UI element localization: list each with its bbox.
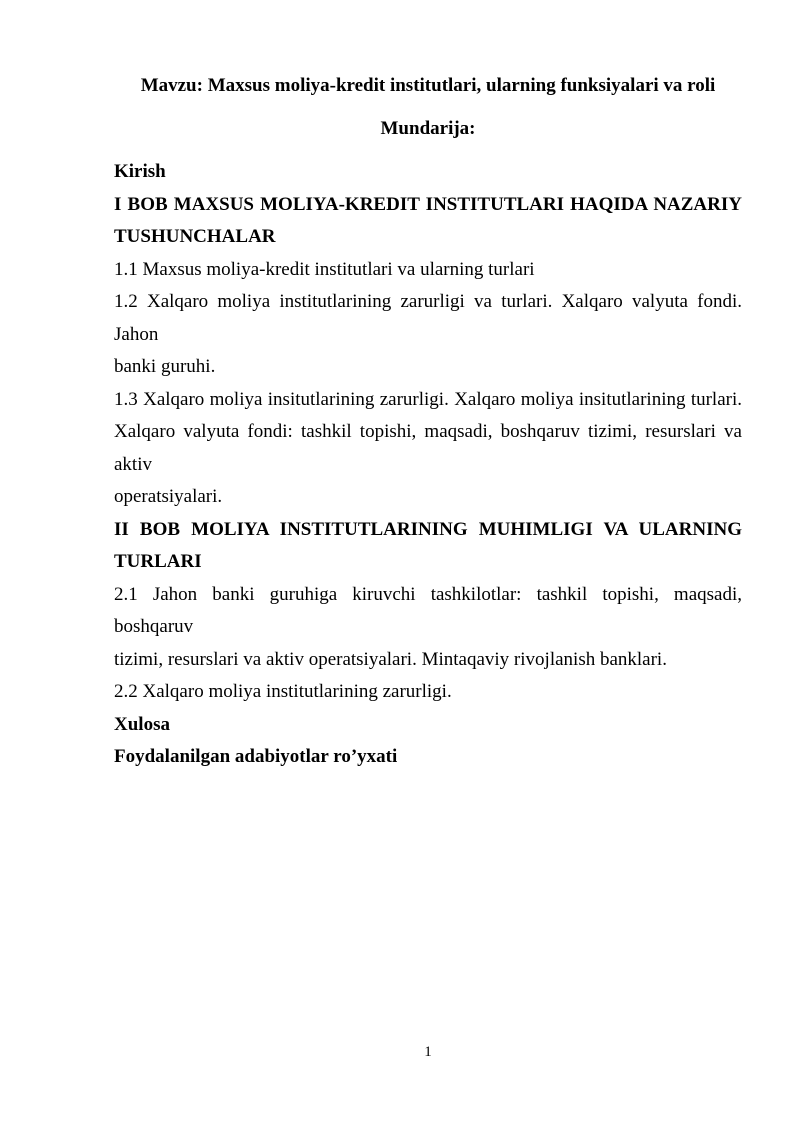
toc-line: banki guruhi. — [114, 356, 216, 377]
toc-paragraph — [114, 514, 742, 579]
toc-paragraph — [114, 189, 742, 254]
document-title: Mavzu: Maxsus moliya-kredit institutlari, ularning funksiyalari va roli — [140, 75, 716, 96]
toc-line: 2.1 Jahon banki guruhiga kiruvchi tashkilotlar: tashkil topishi, maqsadi, boshqaruv — [114, 583, 742, 637]
toc-line: TURLARI — [114, 551, 202, 572]
toc-line: tizimi, resurslari va aktiv operatsiyalari. Mintaqaviy rivojlanish banklari. — [114, 648, 667, 670]
toc-paragraph — [114, 709, 742, 742]
toc-paragraph — [114, 254, 742, 287]
toc-line: 1.1 Maxsus moliya-kredit institutlari va ularning turlari — [114, 258, 535, 280]
toc-paragraph — [114, 676, 742, 709]
toc-line: 1.2 Xalqaro moliya institutlarining zarurligi va turlari. Xalqaro valyuta fondi. Jahon — [114, 291, 742, 345]
toc-line: Xulosa — [114, 713, 170, 735]
toc-paragraph — [114, 579, 742, 677]
toc-line: Kirish — [114, 161, 166, 182]
toc-paragraph — [114, 384, 742, 514]
contents-heading: Mundarija: — [380, 117, 476, 139]
toc-line: Xalqaro valyuta fondi: tashkil topishi, maqsadi, boshqaruv tizimi, resurslari va aktiv — [114, 421, 742, 475]
toc-line: II BOB MOLIYA INSTITUTLARINING MUHIMLIGI VA ULARNING — [114, 518, 742, 540]
toc-line: 2.2 Xalqaro moliya institutlarining zarurligi. — [114, 681, 452, 702]
toc-paragraph — [114, 286, 742, 384]
toc-line: Foydalanilgan adabiyotlar ro’yxati — [114, 746, 398, 767]
page-number: 1 — [424, 1044, 432, 1060]
toc-line: I BOB MAXSUS MOLIYA-KREDIT INSTITUTLARI HAQIDA NAZARIY — [114, 193, 742, 215]
toc-line: operatsiyalari. — [114, 486, 223, 507]
toc-line: TUSHUNCHALAR — [114, 226, 276, 247]
toc-line: 1.3 Xalqaro moliya insitutlarining zarurligi. Xalqaro moliya insitutlarining turlari. — [114, 388, 742, 410]
toc-paragraph — [114, 156, 742, 189]
toc-paragraph — [114, 741, 742, 774]
toc-list — [114, 156, 742, 774]
